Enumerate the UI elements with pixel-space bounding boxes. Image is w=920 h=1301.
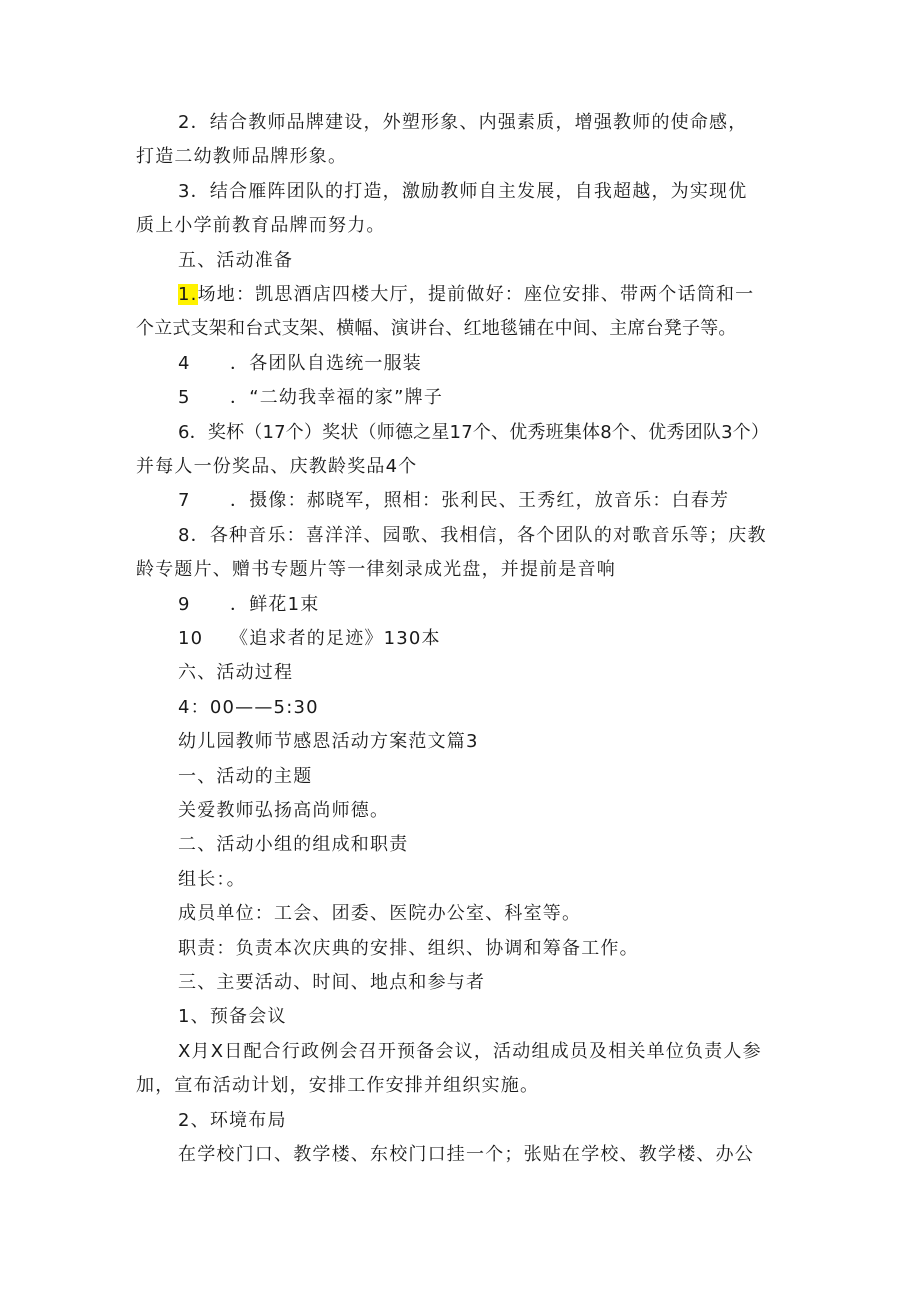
- section-heading: 三、主要活动、时间、地点和参与者: [178, 972, 486, 993]
- text-line: 龄专题片、赠书专题片等一律刻录成光盘，并提前是音响: [136, 559, 616, 580]
- section-heading: 六、活动过程: [178, 662, 294, 683]
- list-item: 10 《追求者的足迹》130本: [178, 628, 441, 649]
- text-line: 成员单位：工会、团委、医院办公室、科室等。: [178, 903, 582, 924]
- text-line: 职责：负责本次庆典的安排、组织、协调和筹备工作。: [178, 938, 639, 959]
- text-line: 关爱教师弘扬高尚师德。: [178, 800, 390, 821]
- highlighted-number: 1.: [178, 284, 198, 305]
- list-item: 9 ．鲜花1束: [178, 594, 320, 615]
- subsection-heading: 2、环境布局: [178, 1110, 287, 1131]
- text-line: 加，宣布活动计划，安排工作安排并组织实施。: [136, 1075, 540, 1096]
- text-line: 质上小学前教育品牌而努力。: [136, 215, 386, 236]
- text-line: 打造二幼教师品牌形象。: [136, 146, 348, 167]
- list-item: 4 ．各团队自选统一服装: [178, 353, 422, 374]
- section-heading: 二、活动小组的组成和职责: [178, 834, 409, 855]
- list-item: 7 ．摄像：郝晓军，照相：张利民、王秀红，放音乐：白春芳: [178, 490, 730, 511]
- text-line: 3．结合雁阵团队的打造，激励教师自主发展，自我超越，为实现优: [178, 181, 748, 202]
- text-line: X月X日配合行政例会召开预备会议，活动组成员及相关单位负责人参: [178, 1041, 762, 1062]
- text-line: 2．结合教师品牌建设，外塑形象、内强素质，增强教师的使命感，: [178, 112, 748, 133]
- subsection-heading: 1、预备会议: [178, 1006, 287, 1027]
- list-item: 5 ．“二幼我幸福的家”牌子: [178, 387, 444, 408]
- text-line: 在学校门口、教学楼、东校门口挂一个；张贴在学校、教学楼、办公: [178, 1144, 754, 1165]
- section-heading: 五、活动准备: [178, 250, 294, 271]
- text-line: 4：00——5:30: [178, 697, 319, 718]
- text-line: 组长：。: [178, 869, 246, 890]
- section-heading: 一、活动的主题: [178, 766, 313, 787]
- list-item: 6．奖杯（17个）奖状（师德之星17个、优秀班集体8个、优秀团队3个）: [178, 422, 770, 443]
- text-line: 并每人一份奖品、庆教龄奖品4个: [136, 456, 418, 477]
- text-line: 1.场地：凯思酒店四楼大厅，提前做好：座位安排、带两个话筒和一: [178, 284, 755, 305]
- text-line: 个立式支架和台式支架、横幅、演讲台、红地毯铺在中间、主席台凳子等。: [136, 318, 737, 339]
- article-title: 幼儿园教师节感恩活动方案范文篇3: [178, 731, 479, 752]
- list-item: 8．各种音乐：喜洋洋、园歌、我相信，各个团队的对歌音乐等；庆教: [178, 525, 767, 546]
